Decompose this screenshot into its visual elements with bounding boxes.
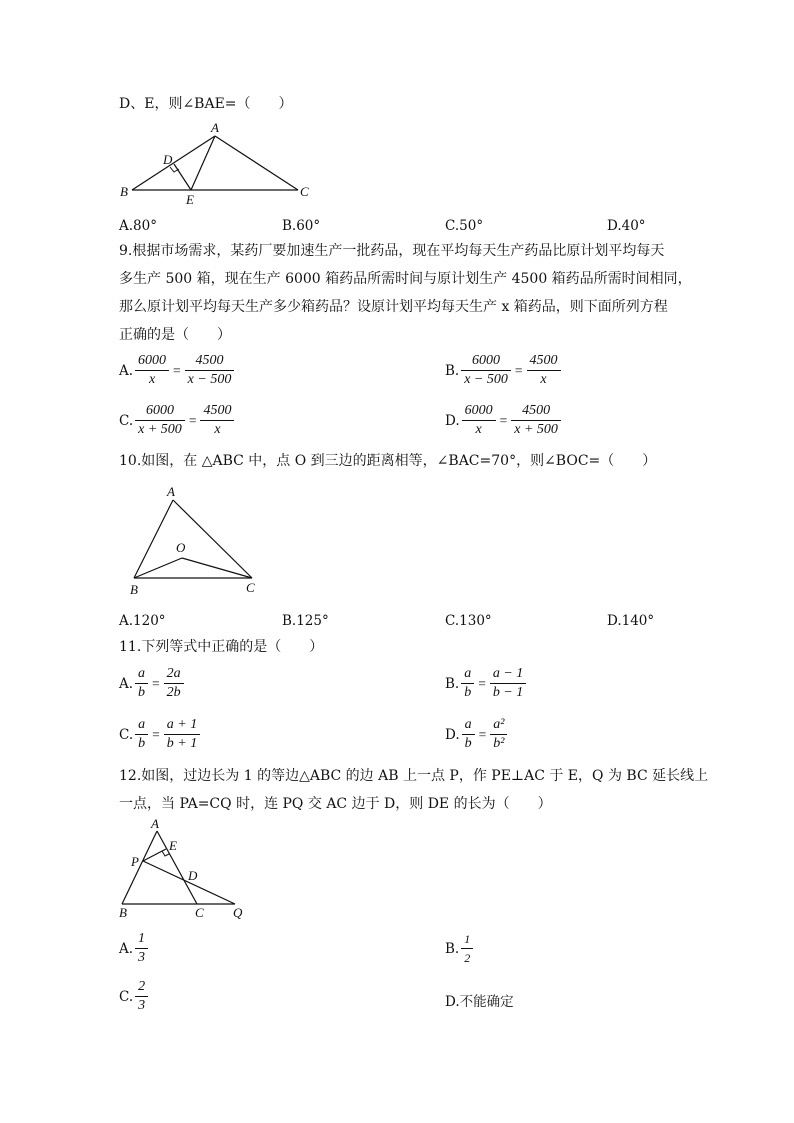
q12-option-b: B. $\frac{1}{2}$ [445,930,475,967]
q12-figure [112,818,260,922]
q11-option-d: D. $\frac{a}{b}$ = $\frac{\text{a²}}{\text{b²}}$ [445,716,509,753]
q12-label-c: C [195,905,204,920]
q10-option-b: B.125° [282,613,329,629]
q12-label-e: E [169,838,177,853]
q12-option-d: D.不能确定 [445,994,514,1010]
q10-label-o: O [176,540,186,555]
q8-option-d: D.40° [607,218,646,234]
q9-option-d: D. $\frac{6000}{x}$ = $\frac{4500}{x + 500}$ [445,402,563,439]
q11-option-a: A. $\frac{a}{b}$ = $\frac{2a}{2b}$ [119,665,186,702]
q10-label-b: B [130,582,138,597]
q11-option-c: C. $\frac{a}{b}$ = $\frac{a + 1}{b + 1}$ [119,716,202,753]
q12-label-p: P [131,854,139,869]
q8-label-b: B [120,184,128,199]
q8-label-d: D [163,152,173,167]
q8-stem-tail: D、E，则∠BAE=（ ） [119,96,293,112]
q9-stem-line-2: 多生产 500 箱，现在生产 6000 箱药品所需时间与原计划生产 4500 箱药品所需时间相同， [119,271,692,287]
q9-option-b: B. $\frac{6000}{x - 500}$ = $\frac{4500}{x}$ [445,352,563,389]
q8-label-e: E [186,192,194,207]
q10-option-a: A.120° [119,613,166,629]
q8-label-a: A [211,120,219,135]
q10-figure [120,482,270,600]
q12-option-a: A. $\frac{1}{3}$ [119,930,150,967]
q8-option-b: B.60° [282,218,321,234]
q8-label-c: C [300,184,309,199]
q12-stem-line-1: 12.如图，过边长为 1 的等边△ABC 的边 AB 上一点 P，作 PE⊥AC 于 E，Q 为 BC 延长线上 [119,768,709,784]
q10-label-a: A [167,484,175,499]
q9-stem-line-4: 正确的是（ ） [119,327,231,343]
q12-label-q: Q [233,905,243,920]
q10-stem: 10.如图，在 △ABC 中，点 O 到三边的距离相等，∠BAC=70°，则∠BOC=（ ） [119,453,657,469]
q11-option-b: B. $\frac{a}{b}$ = $\frac{a - 1}{b - 1}$ [445,665,528,702]
q8-option-c: C.50° [445,218,484,234]
q8-figure [110,120,320,210]
q12-label-a: A [151,818,159,831]
q12-label-d: D [188,868,198,883]
q12-option-c: C. $\frac{2}{3}$ [119,978,150,1015]
q11-stem: 11.下列等式中正确的是（ ） [119,639,324,655]
q10-label-c: C [246,580,255,595]
q9-stem-line-1: 9.根据市场需求，某药厂要加速生产一批药品，现在平均每天生产药品比原计划平均每天 [119,243,665,259]
q9-stem-line-3: 那么原计划平均每天生产多少箱药品？设原计划平均每天生产 x 箱药品，则下面所列方程 [119,299,668,315]
q9-option-a: A. $\frac{6000}{x}$ = $\frac{4500}{x - 500}$ [119,352,236,389]
q9-option-c: C. $\frac{6000}{x + 500}$ = $\frac{4500}{x}$ [119,402,236,439]
q10-option-d: D.140° [607,613,655,629]
q8-option-a: A.80° [119,218,157,234]
q12-stem-line-2: 一点，当 PA=CQ 时，连 PQ 交 AC 边于 D，则 DE 的长为（ ） [119,796,552,812]
q12-label-b: B [119,905,127,920]
q10-option-c: C.130° [445,613,492,629]
